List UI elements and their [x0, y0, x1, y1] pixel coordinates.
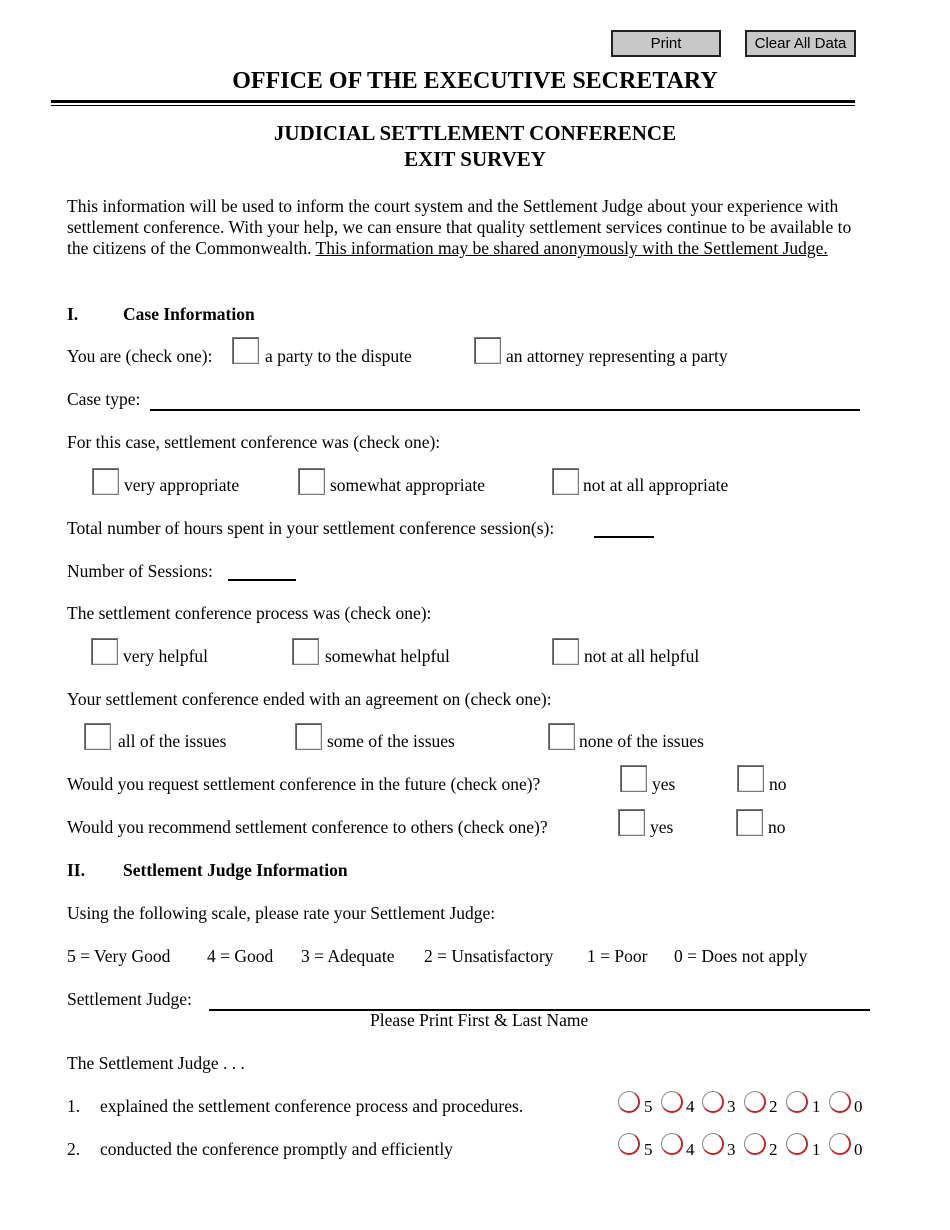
item2-rating-3-radio[interactable]	[702, 1133, 724, 1155]
form-title: JUDICIAL SETTLEMENT CONFERENCE	[273, 121, 677, 145]
role-prompt: You are (check one):	[67, 346, 213, 366]
recommend-no-label: no	[768, 817, 786, 837]
rating-label: 4	[686, 1140, 695, 1159]
appropriate-not-checkbox[interactable]	[552, 468, 579, 495]
agreement-all-label: all of the issues	[118, 731, 227, 751]
hours-label: Total number of hours spent in your settlement conference session(s):	[67, 518, 555, 538]
future-no-label: no	[769, 774, 787, 794]
agreement-prompt: Your settlement conference ended with an agreement on (check one):	[67, 689, 552, 709]
process-very-checkbox[interactable]	[91, 638, 118, 665]
rating-label: 3	[727, 1140, 736, 1159]
rating-label: 2	[769, 1140, 778, 1159]
sessions-label: Number of Sessions:	[67, 561, 213, 581]
scale-item: 1 = Poor	[587, 946, 648, 966]
rating-label: 1	[812, 1140, 821, 1159]
item1-rating-0-radio[interactable]	[829, 1091, 851, 1113]
scale-item: 2 = Unsatisfactory	[424, 946, 554, 966]
header-rule-thick	[51, 100, 855, 103]
scale-item: 5 = Very Good	[67, 946, 171, 966]
appropriate-very-checkbox[interactable]	[92, 468, 119, 495]
judge-label: Settlement Judge:	[67, 989, 192, 1009]
rating-label: 1	[812, 1097, 821, 1116]
intro-paragraph	[67, 196, 867, 259]
process-very-label: very helpful	[123, 646, 209, 666]
item-text: explained the settlement conference process and procedures.	[100, 1096, 524, 1116]
section2-title: Settlement Judge Information	[123, 860, 348, 880]
recommend-no-checkbox[interactable]	[736, 809, 763, 836]
item2-rating-1-radio[interactable]	[786, 1133, 808, 1155]
section1-title: Case Information	[123, 304, 255, 324]
judge-name-hint: Please Print First & Last Name	[370, 1010, 589, 1030]
item-number: 2.	[67, 1139, 81, 1159]
recommend-yes-label: yes	[650, 817, 674, 837]
judge-intro: The Settlement Judge . . .	[67, 1053, 245, 1073]
item2-rating-4-radio[interactable]	[661, 1133, 683, 1155]
appropriate-prompt: For this case, settlement conference was (check one):	[67, 432, 441, 452]
process-not-checkbox[interactable]	[552, 638, 579, 665]
item1-rating-1-radio[interactable]	[786, 1091, 808, 1113]
header-rule-thin	[51, 105, 855, 106]
clear-all-data-button[interactable]: Clear All Data	[745, 30, 856, 57]
scale-item: 4 = Good	[207, 946, 274, 966]
case-type-input[interactable]	[150, 409, 860, 411]
future-prompt: Would you request settlement conference in the future (check one)?	[67, 774, 541, 794]
appropriate-somewhat-label: somewhat appropriate	[330, 475, 486, 495]
appropriate-somewhat-checkbox[interactable]	[298, 468, 325, 495]
sessions-input[interactable]	[228, 579, 296, 581]
item1-rating-4-radio[interactable]	[661, 1091, 683, 1113]
role-attorney-label: an attorney representing a party	[506, 346, 728, 366]
recommend-yes-checkbox[interactable]	[618, 809, 645, 836]
item-number: 1.	[67, 1096, 81, 1116]
agreement-none-label: none of the issues	[579, 731, 704, 751]
role-party-label: a party to the dispute	[265, 346, 412, 366]
process-somewhat-checkbox[interactable]	[292, 638, 319, 665]
intro-underlined-text: This information may be shared anonymously with the Settlement Judge.	[315, 238, 828, 258]
scale-prompt: Using the following scale, please rate your Settlement Judge:	[67, 903, 496, 923]
section1-number: I.	[67, 304, 79, 324]
future-yes-label: yes	[652, 774, 676, 794]
item1-rating-5-radio[interactable]	[618, 1091, 640, 1113]
rating-label: 0	[854, 1097, 863, 1116]
process-not-label: not at all helpful	[584, 646, 700, 666]
rating-label: 0	[854, 1140, 863, 1159]
item1-rating-3-radio[interactable]	[702, 1091, 724, 1113]
office-heading: OFFICE OF THE EXECUTIVE SECRETARY	[232, 68, 718, 94]
scale-item: 0 = Does not apply	[674, 946, 808, 966]
agreement-none-checkbox[interactable]	[548, 723, 575, 750]
agreement-all-checkbox[interactable]	[84, 723, 111, 750]
item1-rating-2-radio[interactable]	[744, 1091, 766, 1113]
item2-rating-0-radio[interactable]	[829, 1133, 851, 1155]
role-party-checkbox[interactable]	[232, 337, 259, 364]
scale-item: 3 = Adequate	[301, 946, 395, 966]
process-somewhat-label: somewhat helpful	[325, 646, 450, 666]
hours-input[interactable]	[594, 536, 654, 538]
future-yes-checkbox[interactable]	[620, 765, 647, 792]
rating-label: 5	[644, 1097, 653, 1116]
item2-rating-2-radio[interactable]	[744, 1133, 766, 1155]
future-no-checkbox[interactable]	[737, 765, 764, 792]
role-attorney-checkbox[interactable]	[474, 337, 501, 364]
section2-number: II.	[67, 860, 85, 880]
case-type-label: Case type:	[67, 389, 141, 409]
rating-label: 4	[686, 1097, 695, 1116]
rating-label: 3	[727, 1097, 736, 1116]
appropriate-very-label: very appropriate	[124, 475, 240, 495]
agreement-some-label: some of the issues	[327, 731, 455, 751]
intro-text: This information will be used to inform the court system and the Settlement Judge about your experience with settlement conference. With your help, we can ensure that quality settlement services continue to be available to the citizens of the Commonwealth.	[67, 196, 852, 258]
item-text: conducted the conference promptly and efficiently	[100, 1139, 453, 1159]
process-prompt: The settlement conference process was (check one):	[67, 603, 432, 623]
rating-label: 2	[769, 1097, 778, 1116]
agreement-some-checkbox[interactable]	[295, 723, 322, 750]
rating-label: 5	[644, 1140, 653, 1159]
item2-rating-5-radio[interactable]	[618, 1133, 640, 1155]
form-subtitle: EXIT SURVEY	[404, 147, 546, 171]
print-button[interactable]: Print	[611, 30, 721, 57]
appropriate-not-label: not at all appropriate	[583, 475, 729, 495]
recommend-prompt: Would you recommend settlement conference to others (check one)?	[67, 817, 548, 837]
